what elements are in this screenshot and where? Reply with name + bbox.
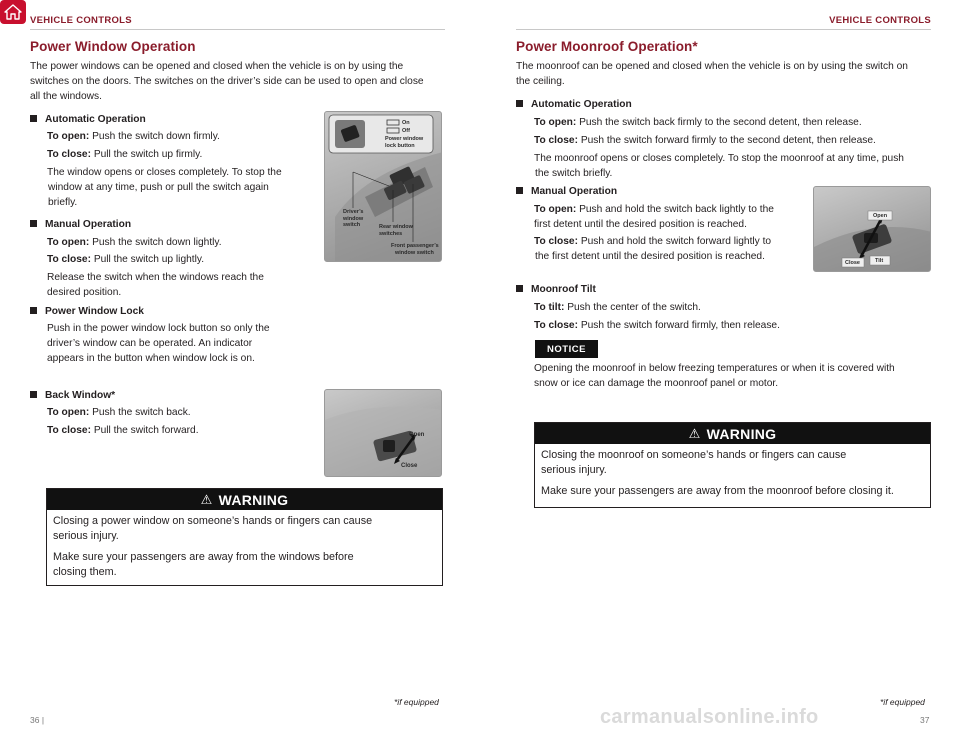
- label-off: Off: [402, 128, 410, 134]
- bullet-square-icon: [516, 285, 523, 292]
- moonroof-auto-open-line: To open: Push the switch back firmly to the second detent, then release.: [534, 117, 862, 128]
- page-number-right: 37: [920, 715, 930, 725]
- page-title-right: Power Moonroof Operation*: [516, 39, 698, 54]
- intro-paragraph-right: The moonroof can be opened and closed when the vehicle is on by using the switch on the ceiling.: [516, 61, 908, 88]
- label-rear-window-switches: Rear window switches: [379, 224, 413, 237]
- door-switch-figure: [324, 111, 442, 262]
- notice-text: Opening the moonroof in below freezing temperatures or when it is covered with snow or ice can damage the moonroof panel or motor.: [534, 363, 895, 390]
- warning-triangle-icon: ⚠: [688, 425, 701, 441]
- watermark: carmanualsonline.info: [600, 706, 819, 728]
- section-tag-right: VEHICLE CONTROLS: [829, 15, 931, 26]
- warning-header-left: ⚠ WARNING: [47, 489, 442, 510]
- page-number-left: 36 |: [30, 715, 45, 725]
- moonroof-tilt-line: To tilt: Push the center of the switch.: [534, 302, 701, 313]
- label-power-window-lock-button: Power window lock button: [385, 136, 424, 149]
- label-open: Open: [409, 432, 425, 438]
- header-rule-right: [516, 29, 931, 30]
- bullet-square-icon: [516, 187, 523, 194]
- warning-body-left: Closing a power window on someone’s hands or fingers can cause serious injury. Make sure your passengers are away from the windows before closing them.: [53, 515, 373, 578]
- moonroof-manual-open: To open: Push and hold the switch back lightly to the first detent until the desired position is reached.: [534, 204, 774, 231]
- bullet-square-icon: [30, 220, 37, 227]
- auto-note: The window opens or closes completely. To stop the window at any time, push or pull the switch again briefly.: [47, 167, 282, 209]
- section-tag-left: VEHICLE CONTROLS: [30, 15, 132, 26]
- heading-moonroof-automatic-operation: Automatic Operation: [516, 97, 632, 112]
- moonroof-switch-figure: [813, 186, 931, 272]
- door-switch-illustration: [325, 112, 442, 262]
- moonroof-auto-close-line: To close: Push the switch forward firmly to the second detent, then release.: [534, 135, 876, 146]
- lock-note: Push in the power window lock button so only the driver’s window can be operated. An indicator appears in the button when window lock is on.: [47, 323, 270, 365]
- label-front-passengers-window-switch: Front passenger’s window switch: [391, 243, 439, 256]
- bullet-square-icon: [30, 391, 37, 398]
- label-moonroof-tilt: Tilt: [875, 258, 884, 264]
- label-moonroof-close: Close: [845, 260, 860, 266]
- warning-header-right: ⚠ WARNING: [535, 423, 930, 444]
- intro-paragraph-left: The power windows can be opened and closed when the vehicle is on by using the switches on the doors. The switches on the driver’s side can be used to open and close all the windows.: [30, 61, 424, 103]
- home-button[interactable]: [0, 0, 26, 24]
- page-title-left: Power Window Operation: [30, 39, 196, 54]
- back-open-line: To open: Push the switch back.: [47, 407, 191, 418]
- warning-box-left: [46, 488, 443, 586]
- manual-open-line: To open: Push the switch down lightly.: [47, 237, 222, 248]
- warning-body-right: Closing the moonroof on someone’s hands or fingers can cause serious injury. Make sure your passengers are away from the moonroof before closing it.: [541, 449, 894, 497]
- footnote-left: *if equipped: [394, 697, 439, 707]
- label-on: On: [402, 120, 410, 126]
- home-icon: [4, 4, 22, 20]
- bullet-square-icon: [30, 115, 37, 122]
- label-moonroof-open: Open: [873, 213, 888, 219]
- auto-close-line: To close: Pull the switch up firmly.: [47, 149, 203, 160]
- heading-manual-operation: Manual Operation: [30, 217, 131, 232]
- header-rule-left: [30, 29, 445, 30]
- footnote-right: *if equipped: [880, 697, 925, 707]
- moonroof-auto-note: The moonroof opens or closes completely. To stop the moonroof at any time, push the switch briefly.: [534, 153, 904, 180]
- manual-close-line: To close: Pull the switch up lightly.: [47, 254, 205, 265]
- bullet-square-icon: [516, 100, 523, 107]
- heading-moonroof-manual-operation: Manual Operation: [516, 184, 617, 199]
- heading-automatic-operation: Automatic Operation: [30, 112, 146, 127]
- warning-triangle-icon: ⚠: [200, 491, 213, 507]
- label-drivers-window-switch: Driver’s window switch: [343, 209, 364, 228]
- back-close-line: To close: Pull the switch forward.: [47, 425, 199, 436]
- notice-badge: NOTICE: [535, 340, 598, 358]
- heading-back-window: Back Window*: [30, 388, 115, 403]
- auto-open-line: To open: Push the switch down firmly.: [47, 131, 220, 142]
- warning-box-right: [534, 422, 931, 508]
- moonroof-manual-close: To close: Push and hold the switch forward lightly to the first detent until the desired position is reached.: [534, 236, 772, 263]
- heading-power-window-lock: Power Window Lock: [30, 304, 144, 319]
- back-window-switch-figure: [324, 389, 442, 477]
- moonroof-tilt-close-line: To close: Push the switch forward firmly, then release.: [534, 320, 780, 331]
- label-close: Close: [401, 463, 418, 469]
- manual-note: Release the switch when the windows reach the desired position.: [47, 272, 264, 299]
- back-window-illustration: [325, 390, 442, 477]
- heading-moonroof-tilt: Moonroof Tilt: [516, 282, 596, 297]
- moonroof-illustration: [814, 187, 931, 272]
- bullet-square-icon: [30, 307, 37, 314]
